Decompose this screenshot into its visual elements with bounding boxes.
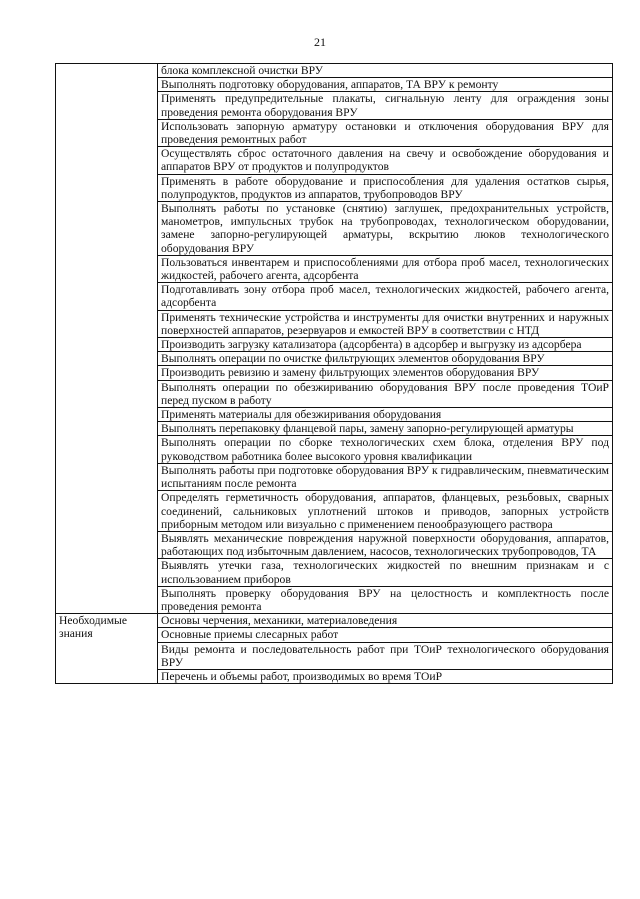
table-cell: Применять материалы для обезжиривания оборудования	[158, 408, 613, 422]
table-cell: Выполнять подготовку оборудования, аппаратов, ТА ВРУ к ремонту	[158, 78, 613, 92]
table-cell: Применять предупредительные плакаты, сигнальную ленту для ограждения зоны проведения ремонта оборудования ВРУ	[158, 92, 613, 119]
table-cell: Применять в работе оборудование и приспособления для удаления остатков сырья, полупродуктов, продуктов из аппаратов, трубопроводов ВРУ	[158, 174, 613, 201]
table-cell: Выполнять операции по обезжириванию оборудования ВРУ после проведения ТОиР перед пуском в работу	[158, 380, 613, 407]
table-cell: Выполнять операции по сборке технологических схем блока, отделения ВРУ под руководством работника более высокого уровня квалификации	[158, 436, 613, 463]
section-label-cell	[56, 64, 158, 614]
table-cell: Определять герметичность оборудования, аппаратов, фланцевых, резьбовых, сварных соединений, сальниковых уплотнений штоков и приводов, запорных устройств приборным методом или визуально с применением пенообразующего раствора	[158, 491, 613, 532]
table-cell: Подготавливать зону отбора проб масел, технологических жидкостей, рабочего агента, адсорбента	[158, 283, 613, 310]
table-cell: Выполнять работы по установке (снятию) заглушек, предохранительных устройств, манометров, импульсных трубок на трубопроводах, технологическом оборудовании, замене запорно-регулирующей арматуры, вскрытию люков технологического оборудования ВРУ	[158, 202, 613, 256]
table-row	[56, 614, 613, 628]
table-row	[56, 64, 613, 78]
table-cell: Выполнять работы при подготовке оборудования ВРУ к гидравлическим, пневматическим испытаниям после ремонта	[158, 463, 613, 490]
table-cell: Виды ремонта и последовательность работ при ТОиР технологического оборудования ВРУ	[158, 642, 613, 669]
table-cell: Осуществлять сброс остаточного давления на свечу и освобождение оборудования и аппаратов ВРУ от продуктов и полупродуктов	[158, 147, 613, 174]
table-cell: Выполнять проверку оборудования ВРУ на целостность и комплектность после проведения ремонта	[158, 586, 613, 613]
table-cell: Выявлять утечки газа, технологических жидкостей по внешним признакам и с использованием приборов	[158, 559, 613, 586]
table-cell: Производить ревизию и замену фильтрующих элементов оборудования ВРУ	[158, 366, 613, 380]
table-cell: Выполнять операции по очистке фильтрующих элементов оборудования ВРУ	[158, 352, 613, 366]
table-cell: Перечень и объемы работ, производимых во время ТОиР	[158, 669, 613, 683]
table-cell: Пользоваться инвентарем и приспособлениями для отбора проб масел, технологических жидкостей, рабочего агента, адсорбента	[158, 255, 613, 282]
table-cell: Основные приемы слесарных работ	[158, 628, 613, 642]
requirements-table	[55, 63, 613, 684]
section-label-knowledge: Необходимые знания	[56, 614, 158, 684]
table-cell: Применять технические устройства и инструменты для очистки внутренних и наружных поверхностей аппаратов, резервуаров и емкостей ВРУ в соответствии с НТД	[158, 310, 613, 337]
table-cell: Производить загрузку катализатора (адсорбента) в адсорбер и выгрузку из адсорбера	[158, 338, 613, 352]
table-cell: Использовать запорную арматуру остановки и отключения оборудования ВРУ для проведения ремонтных работ	[158, 119, 613, 146]
table-cell: Выполнять перепаковку фланцевой пары, замену запорно-регулирующей арматуры	[158, 422, 613, 436]
table-cell: Основы черчения, механики, материаловедения	[158, 614, 613, 628]
page-number: 21	[314, 35, 326, 49]
table-cell: Выявлять механические повреждения наружной поверхности оборудования, аппаратов, работающих под избыточным давлением, насосов, технологических трубопроводов, ТА	[158, 531, 613, 558]
table-cell: блока комплексной очистки ВРУ	[158, 64, 613, 78]
